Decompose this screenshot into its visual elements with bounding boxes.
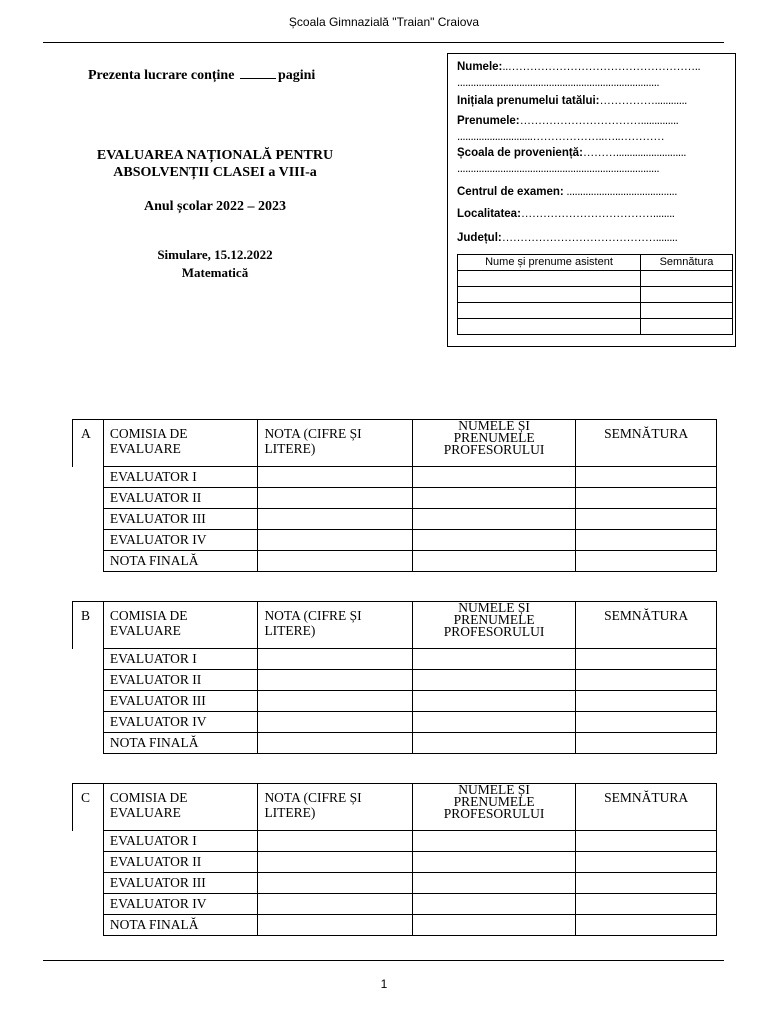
row-label: EVALUATOR II <box>103 488 258 509</box>
commission-header: COMISIA DE EVALUARE <box>103 602 258 649</box>
assistant-signature-cell[interactable] <box>641 271 733 287</box>
teacher-name-cell[interactable] <box>412 649 576 670</box>
exam-title-line1: EVALUAREA NAȚIONALĂ PENTRU <box>96 148 334 163</box>
signature-cell[interactable] <box>576 530 717 551</box>
row-label: EVALUATOR IV <box>103 712 258 733</box>
row-label: NOTA FINALĂ <box>103 551 258 572</box>
grade-cell[interactable] <box>258 691 412 712</box>
signature-cell[interactable] <box>576 509 717 530</box>
field-origin-school[interactable]: Școala de proveniență:……….......................... <box>457 147 686 159</box>
exam-title <box>60 147 370 181</box>
grade-cell[interactable] <box>258 649 412 670</box>
signature-header: SEMNĂTURA <box>576 784 717 831</box>
signature-cell[interactable] <box>576 915 717 936</box>
row-label: EVALUATOR I <box>103 831 258 852</box>
pages-count-blank[interactable] <box>240 66 276 79</box>
assistant-name-cell[interactable] <box>458 287 641 303</box>
field-name[interactable]: Numele:..…………………………………………….. <box>457 61 701 73</box>
teacher-name-cell[interactable] <box>412 712 576 733</box>
row-label: EVALUATOR III <box>103 509 258 530</box>
row-label: EVALUATOR IV <box>103 894 258 915</box>
field-father-initial[interactable]: Inițiala prenumelui tatălui:……………............ <box>457 95 687 107</box>
evaluation-table-c <box>72 783 717 936</box>
signature-cell[interactable] <box>576 894 717 915</box>
assistant-signature-cell[interactable] <box>641 303 733 319</box>
teacher-name-cell[interactable] <box>412 852 576 873</box>
grade-header: NOTA (CIFRE ȘI LITERE) <box>258 420 412 467</box>
teacher-name-cell[interactable] <box>412 733 576 754</box>
field-origin-school-continued[interactable]: ........................................................................... <box>457 163 660 175</box>
row-label: NOTA FINALĂ <box>103 915 258 936</box>
assistant-table <box>457 254 733 335</box>
teacher-name-cell[interactable] <box>412 831 576 852</box>
teacher-name-cell[interactable] <box>412 467 576 488</box>
teacher-name-cell[interactable] <box>412 530 576 551</box>
signature-cell[interactable] <box>576 691 717 712</box>
teacher-name-cell[interactable] <box>412 670 576 691</box>
grade-cell[interactable] <box>258 915 412 936</box>
signature-cell[interactable] <box>576 873 717 894</box>
signature-cell[interactable] <box>576 733 717 754</box>
signature-header: SEMNĂTURA <box>576 602 717 649</box>
row-label: EVALUATOR IV <box>103 530 258 551</box>
pages-note-suffix: pagini <box>277 68 316 83</box>
grade-header: NOTA (CIFRE ȘI LITERE) <box>258 602 412 649</box>
assistant-signature-header: Semnătura <box>641 255 733 271</box>
signature-cell[interactable] <box>576 831 717 852</box>
assistant-signature-cell[interactable] <box>641 319 733 335</box>
simulation-date: Simulare, 15.12.2022 <box>157 247 273 262</box>
evaluation-table-b <box>72 601 717 754</box>
commission-header: COMISIA DE EVALUARE <box>103 784 258 831</box>
school-year: Anul școlar 2022 – 2023 <box>143 199 287 214</box>
student-info-box <box>447 53 736 347</box>
pages-note-prefix: Prezenta lucrare conține <box>88 68 235 83</box>
assistant-name-header: Nume și prenume asistent <box>458 255 641 271</box>
header-school-name: Școala Gimnazială "Traian" Craiova <box>288 15 480 29</box>
row-label: EVALUATOR II <box>103 670 258 691</box>
teacher-name-cell[interactable] <box>412 915 576 936</box>
page-number: 1 <box>380 977 388 991</box>
teacher-name-cell[interactable] <box>412 509 576 530</box>
grade-cell[interactable] <box>258 551 412 572</box>
teacher-name-header: NUMELE ȘI PRENUMELE PROFESORULUI <box>412 420 576 467</box>
field-exam-center[interactable]: Centrul de examen: ......................................... <box>457 186 677 198</box>
teacher-name-cell[interactable] <box>412 894 576 915</box>
teacher-name-cell[interactable] <box>412 873 576 894</box>
field-name-continued[interactable]: ........................................................................... <box>457 77 660 89</box>
grade-cell[interactable] <box>258 530 412 551</box>
signature-cell[interactable] <box>576 488 717 509</box>
bottom-divider <box>43 960 724 961</box>
grade-cell[interactable] <box>258 670 412 691</box>
field-first-name[interactable]: Prenumele:…………………………….............. <box>457 115 679 127</box>
assistant-name-cell[interactable] <box>458 319 641 335</box>
field-locality[interactable]: Localitatea:………………………………........ <box>457 208 675 220</box>
table-letter: C <box>73 784 104 831</box>
grade-cell[interactable] <box>258 467 412 488</box>
grade-cell[interactable] <box>258 873 412 894</box>
signature-cell[interactable] <box>576 712 717 733</box>
grade-cell[interactable] <box>258 831 412 852</box>
exam-title-line2: ABSOLVENȚII CLASEI a VIII-a <box>113 165 317 180</box>
signature-cell[interactable] <box>576 670 717 691</box>
assistant-signature-cell[interactable] <box>641 287 733 303</box>
row-label: EVALUATOR III <box>103 873 258 894</box>
subject: Matematică <box>181 265 249 280</box>
signature-cell[interactable] <box>576 467 717 488</box>
simulation-info <box>60 246 370 282</box>
teacher-name-header: NUMELE ȘI PRENUMELE PROFESORULUI <box>412 602 576 649</box>
assistant-name-cell[interactable] <box>458 303 641 319</box>
grade-cell[interactable] <box>258 509 412 530</box>
table-letter: A <box>73 420 104 467</box>
commission-header: COMISIA DE EVALUARE <box>103 420 258 467</box>
row-label: EVALUATOR I <box>103 649 258 670</box>
row-label: NOTA FINALĂ <box>103 733 258 754</box>
grade-cell[interactable] <box>258 733 412 754</box>
pages-note <box>88 66 315 84</box>
teacher-name-cell[interactable] <box>412 488 576 509</box>
top-divider <box>43 42 724 43</box>
row-label: EVALUATOR II <box>103 852 258 873</box>
grade-header: NOTA (CIFRE ȘI LITERE) <box>258 784 412 831</box>
grade-cell[interactable] <box>258 488 412 509</box>
signature-cell[interactable] <box>576 852 717 873</box>
signature-cell[interactable] <box>576 551 717 572</box>
evaluation-table-a <box>72 419 717 572</box>
teacher-name-cell[interactable] <box>412 691 576 712</box>
signature-cell[interactable] <box>576 649 717 670</box>
field-county[interactable]: Județul:……………………………………........ <box>457 232 678 244</box>
teacher-name-cell[interactable] <box>412 551 576 572</box>
table-letter: B <box>73 602 104 649</box>
teacher-name-header: NUMELE ȘI PRENUMELE PROFESORULUI <box>412 784 576 831</box>
row-label: EVALUATOR I <box>103 467 258 488</box>
field-first-name-continued[interactable]: ............................………………..…..………… <box>457 131 665 143</box>
grade-cell[interactable] <box>258 712 412 733</box>
grade-cell[interactable] <box>258 894 412 915</box>
grade-cell[interactable] <box>258 852 412 873</box>
signature-header: SEMNĂTURA <box>576 420 717 467</box>
row-label: EVALUATOR III <box>103 691 258 712</box>
assistant-name-cell[interactable] <box>458 271 641 287</box>
